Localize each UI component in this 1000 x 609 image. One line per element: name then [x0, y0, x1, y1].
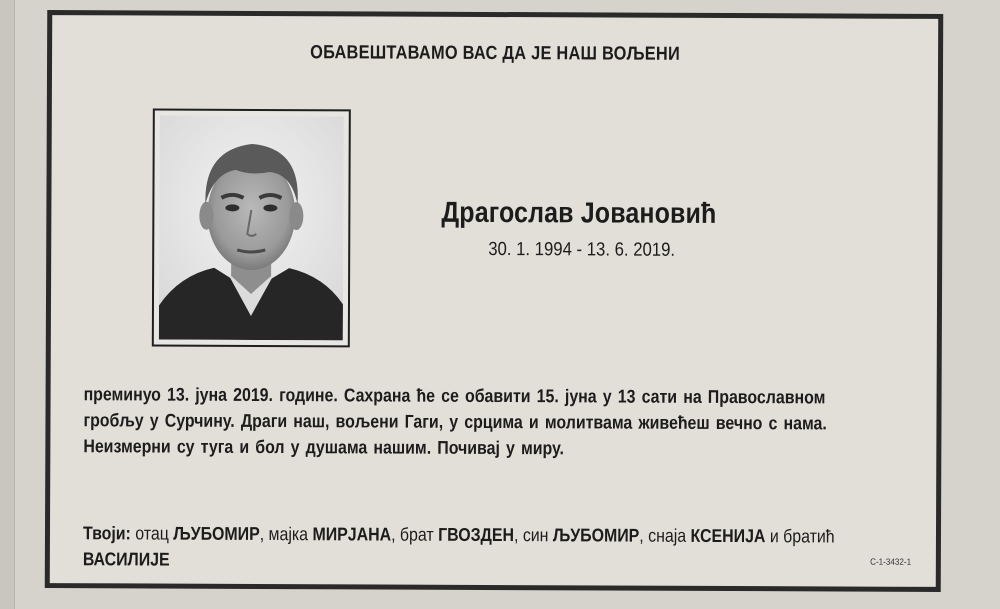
relation-label: мајка [268, 523, 309, 545]
family-name: ВАСИЛИЈЕ [82, 548, 170, 570]
body-line: Неизмерни су туга и бол у душама нашим. Почивај у миру. [83, 435, 565, 459]
family-name: КСЕНИЈА [690, 524, 766, 547]
signoff-prefix: Твоји: [82, 522, 131, 544]
signoff-line: Твоји: отац ЉУБОМИР, мајка МИРЈАНА, брат ГВОЗДЕН, син ЉУБОМИР, снаја КСЕНИЈА и братић [82, 522, 835, 547]
relation-label: снаја [648, 524, 687, 546]
relation-label: братић [783, 525, 835, 547]
family-name: МИРЈАНА [312, 523, 392, 545]
obituary-notice [45, 10, 944, 592]
relation-label: брат [399, 523, 434, 545]
portrait-image [159, 116, 344, 341]
portrait-photo [152, 109, 351, 348]
deceased-name: Драгослав Јовановић [441, 196, 717, 230]
family-signoff [83, 520, 926, 576]
life-dates: 30. 1. 1994 - 13. 6. 2019. [488, 238, 676, 261]
family-name: ЉУБОМИР [552, 524, 640, 546]
family-name: ЉУБОМИР [173, 522, 260, 544]
relation-label: отац [135, 522, 169, 544]
body-line: гробљу у Сурчину. Драги наш, вољени Гаги, у срцима и молитвама живећеш вечно с нама. [83, 409, 827, 434]
signoff-line [83, 546, 926, 576]
relation-label: син [522, 524, 549, 546]
conjunction: и [769, 525, 779, 547]
newspaper-page-edge [0, 0, 15, 609]
family-name: ГВОЗДЕН [438, 523, 515, 546]
body-line: преминуо 13. јуна 2019. године. Сахрана ће се обавити 15. јуна у 13 сати на Православном [83, 383, 826, 408]
notice-body [83, 381, 909, 463]
ad-code: C-1-3432-1 [870, 556, 912, 567]
notice-heading: ОБАВЕШТАВАМО ВАС ДА ЈЕ НАШ ВОЉЕНИ [310, 42, 681, 65]
